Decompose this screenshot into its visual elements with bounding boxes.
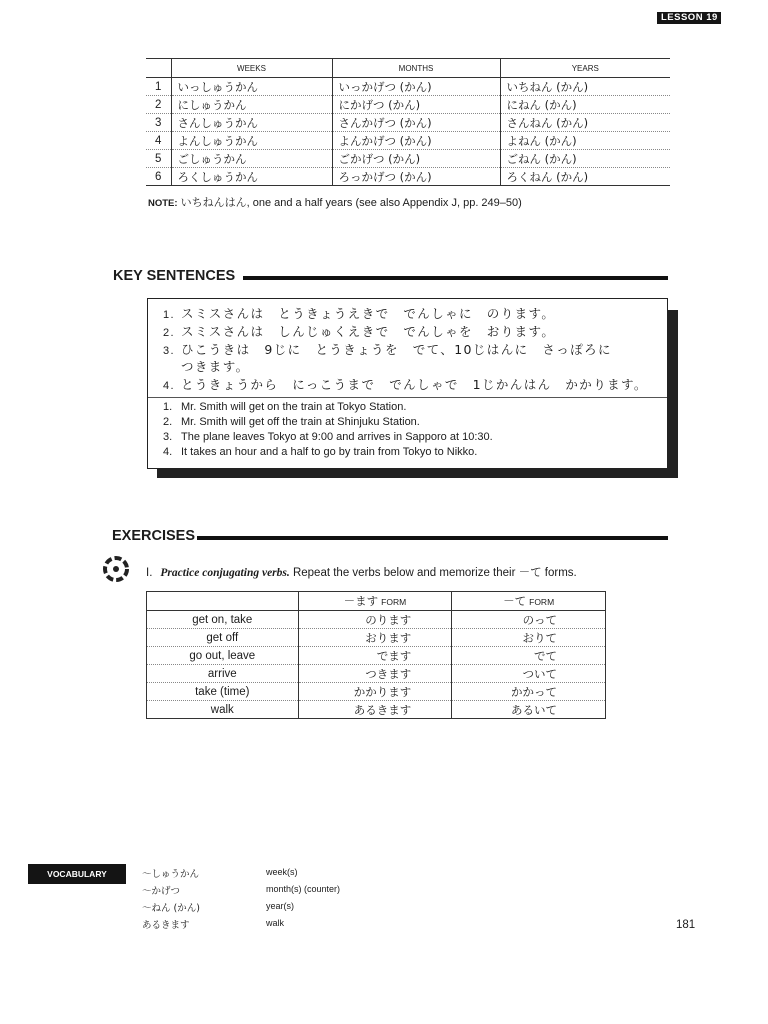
row-number: 6 — [146, 168, 171, 186]
exercises-heading: EXERCISES — [112, 528, 195, 544]
row-number: 3 — [146, 114, 171, 132]
months-cell: よんかげつ (かん) — [332, 132, 500, 150]
vocab-japanese: ～ねん (かん) — [142, 903, 200, 914]
sentence-text: とうきょうから にっこうまで でんしゃで 1じかんはん かかります。 — [181, 377, 648, 392]
japanese-sentence — [163, 375, 648, 393]
vocab-english: year(s) — [266, 901, 295, 911]
verb-english: take (time) — [147, 683, 299, 701]
verb-te-form: ついて — [452, 665, 606, 683]
weeks-cell: いっしゅうかん — [171, 78, 332, 96]
english-sentence — [163, 416, 420, 428]
weeks-cell: ごしゅうかん — [171, 150, 332, 168]
time-table-row — [146, 78, 670, 96]
lesson-tab: LESSON 19 — [657, 12, 721, 24]
weeks-cell: さんしゅうかん — [171, 114, 332, 132]
sentence-text: The plane leaves Tokyo at 9:00 and arrives in Sapporo at 10:30. — [181, 431, 493, 443]
sentence-text: つきます。 — [181, 359, 250, 374]
verb-english: walk — [147, 701, 299, 719]
exercise-text: Repeat the verbs below and memorize their －て forms. — [289, 567, 577, 579]
row-number: 2 — [146, 96, 171, 114]
sentence-number: 4. — [163, 446, 173, 458]
time-table-row — [146, 96, 670, 114]
sentence-text: Mr. Smith will get on the train at Tokyo Station. — [181, 401, 407, 413]
verb-row — [147, 683, 606, 701]
sentence-number: 2. — [163, 327, 175, 339]
weeks-cell: ろくしゅうかん — [171, 168, 332, 186]
time-table-row — [146, 150, 670, 168]
note-label: NOTE: — [148, 198, 178, 209]
verb-english: get off — [147, 629, 299, 647]
sentence-text: スミスさんは とうきょうえきで でんしゃに のります。 — [181, 306, 556, 321]
verb-masu-form: おります — [298, 629, 452, 647]
sentence-text: ひこうきは 9じに とうきょうを でて、10じはんに さっぽろに — [181, 342, 612, 357]
verb-row — [147, 629, 606, 647]
vocab-japanese: あるきます — [142, 920, 190, 931]
verb-table-header — [147, 592, 606, 611]
row-number: 1 — [146, 78, 171, 96]
years-cell: よねん (かん) — [500, 132, 670, 150]
months-cell: にかげつ (かん) — [332, 96, 500, 114]
time-table-row — [146, 114, 670, 132]
verb-row — [147, 611, 606, 629]
months-cell: ろっかげつ (かん) — [332, 168, 500, 186]
japanese-sentence — [163, 357, 250, 375]
years-cell: ろくねん (かん) — [500, 168, 670, 186]
sentence-number: 3. — [163, 431, 173, 443]
verb-masu-form: つきます — [298, 665, 452, 683]
verb-masu-form: でます — [298, 647, 452, 665]
page-number: 181 — [676, 919, 696, 931]
time-table-header — [146, 59, 670, 78]
key-sentences-heading: KEY SENTENCES — [113, 268, 236, 284]
verb-english: arrive — [147, 665, 299, 683]
exercise-instruction — [146, 564, 577, 580]
table-note — [148, 194, 522, 210]
exercises-rule — [197, 536, 668, 540]
row-number: 4 — [146, 132, 171, 150]
exercise-title: Practice conjugating verbs. — [160, 567, 290, 579]
exercise-number: I. — [146, 567, 153, 579]
verb-col-english-header — [147, 592, 299, 611]
verb-masu-form: かかります — [298, 683, 452, 701]
english-sentence — [163, 446, 477, 458]
audio-cd-icon[interactable] — [102, 556, 130, 582]
verb-te-form: のって — [452, 611, 606, 629]
weeks-cell: よんしゅうかん — [171, 132, 332, 150]
verb-english: get on, take — [147, 611, 299, 629]
verb-col-te-header — [452, 592, 606, 611]
verb-row — [147, 701, 606, 719]
key-sentences-rule — [243, 276, 668, 280]
verb-te-form: でて — [452, 647, 606, 665]
months-cell: いっかげつ (かん) — [332, 78, 500, 96]
months-cell: さんかげつ (かん) — [332, 114, 500, 132]
vocab-english: walk — [266, 918, 285, 928]
english-sentence — [163, 401, 406, 413]
column-header-weeks: WEEKS — [171, 59, 332, 78]
english-sentence — [163, 431, 493, 443]
verb-conjugation-table — [146, 591, 606, 719]
sentence-text: スミスさんは しんじゅくえきで でんしゃを おります。 — [181, 324, 556, 339]
sentence-number: 1. — [163, 309, 175, 321]
column-header-years: YEARS — [500, 59, 670, 78]
japanese-sentence — [163, 322, 555, 340]
vocab-english: month(s) (counter) — [266, 884, 341, 894]
column-header-months: MONTHS — [332, 59, 500, 78]
key-sentences-divider — [148, 397, 667, 398]
time-table — [146, 58, 670, 186]
years-cell: ごねん (かん) — [500, 150, 670, 168]
months-cell: ごかげつ (かん) — [332, 150, 500, 168]
te-form-label: FORM — [529, 597, 555, 607]
verb-te-form: あるいて — [452, 701, 606, 719]
masu-form-label: FORM — [381, 597, 407, 607]
verb-masu-form: あるきます — [298, 701, 452, 719]
masu-jp: －ます — [343, 594, 379, 608]
japanese-sentence — [163, 340, 612, 358]
time-table-row — [146, 132, 670, 150]
sentence-text: Mr. Smith will get off the train at Shinjuku Station. — [181, 416, 420, 428]
sentence-number: 1. — [163, 401, 173, 413]
te-jp: －て — [503, 594, 527, 608]
vocab-japanese: ～しゅうかん — [142, 869, 200, 880]
verb-te-form: おりて — [452, 629, 606, 647]
vocabulary-tab: VOCABULARY — [28, 864, 126, 884]
weeks-cell: にしゅうかん — [171, 96, 332, 114]
sentence-number: 3. — [163, 345, 175, 357]
years-cell: いちねん (かん) — [500, 78, 670, 96]
vocab-english: week(s) — [266, 867, 298, 877]
years-cell: さんねん (かん) — [500, 114, 670, 132]
years-cell: にねん (かん) — [500, 96, 670, 114]
row-number: 5 — [146, 150, 171, 168]
note-text: いちねんはん, one and a half years (see also Appendix J, pp. 249–50) — [177, 197, 522, 209]
time-table-body — [146, 78, 670, 186]
vocab-japanese: ～かげつ — [142, 886, 181, 897]
verb-row — [147, 665, 606, 683]
sentence-number: 2. — [163, 416, 173, 428]
sentence-text: It takes an hour and a half to go by train from Tokyo to Nikko. — [181, 446, 478, 458]
verb-row — [147, 647, 606, 665]
verb-masu-form: のります — [298, 611, 452, 629]
time-table-num-header — [146, 59, 171, 78]
sentence-number: 4. — [163, 380, 175, 392]
time-table-row — [146, 168, 670, 186]
verb-te-form: かかって — [452, 683, 606, 701]
verb-english: go out, leave — [147, 647, 299, 665]
verb-table-body — [147, 611, 606, 719]
japanese-sentence — [163, 304, 555, 322]
verb-col-masu-header — [298, 592, 452, 611]
